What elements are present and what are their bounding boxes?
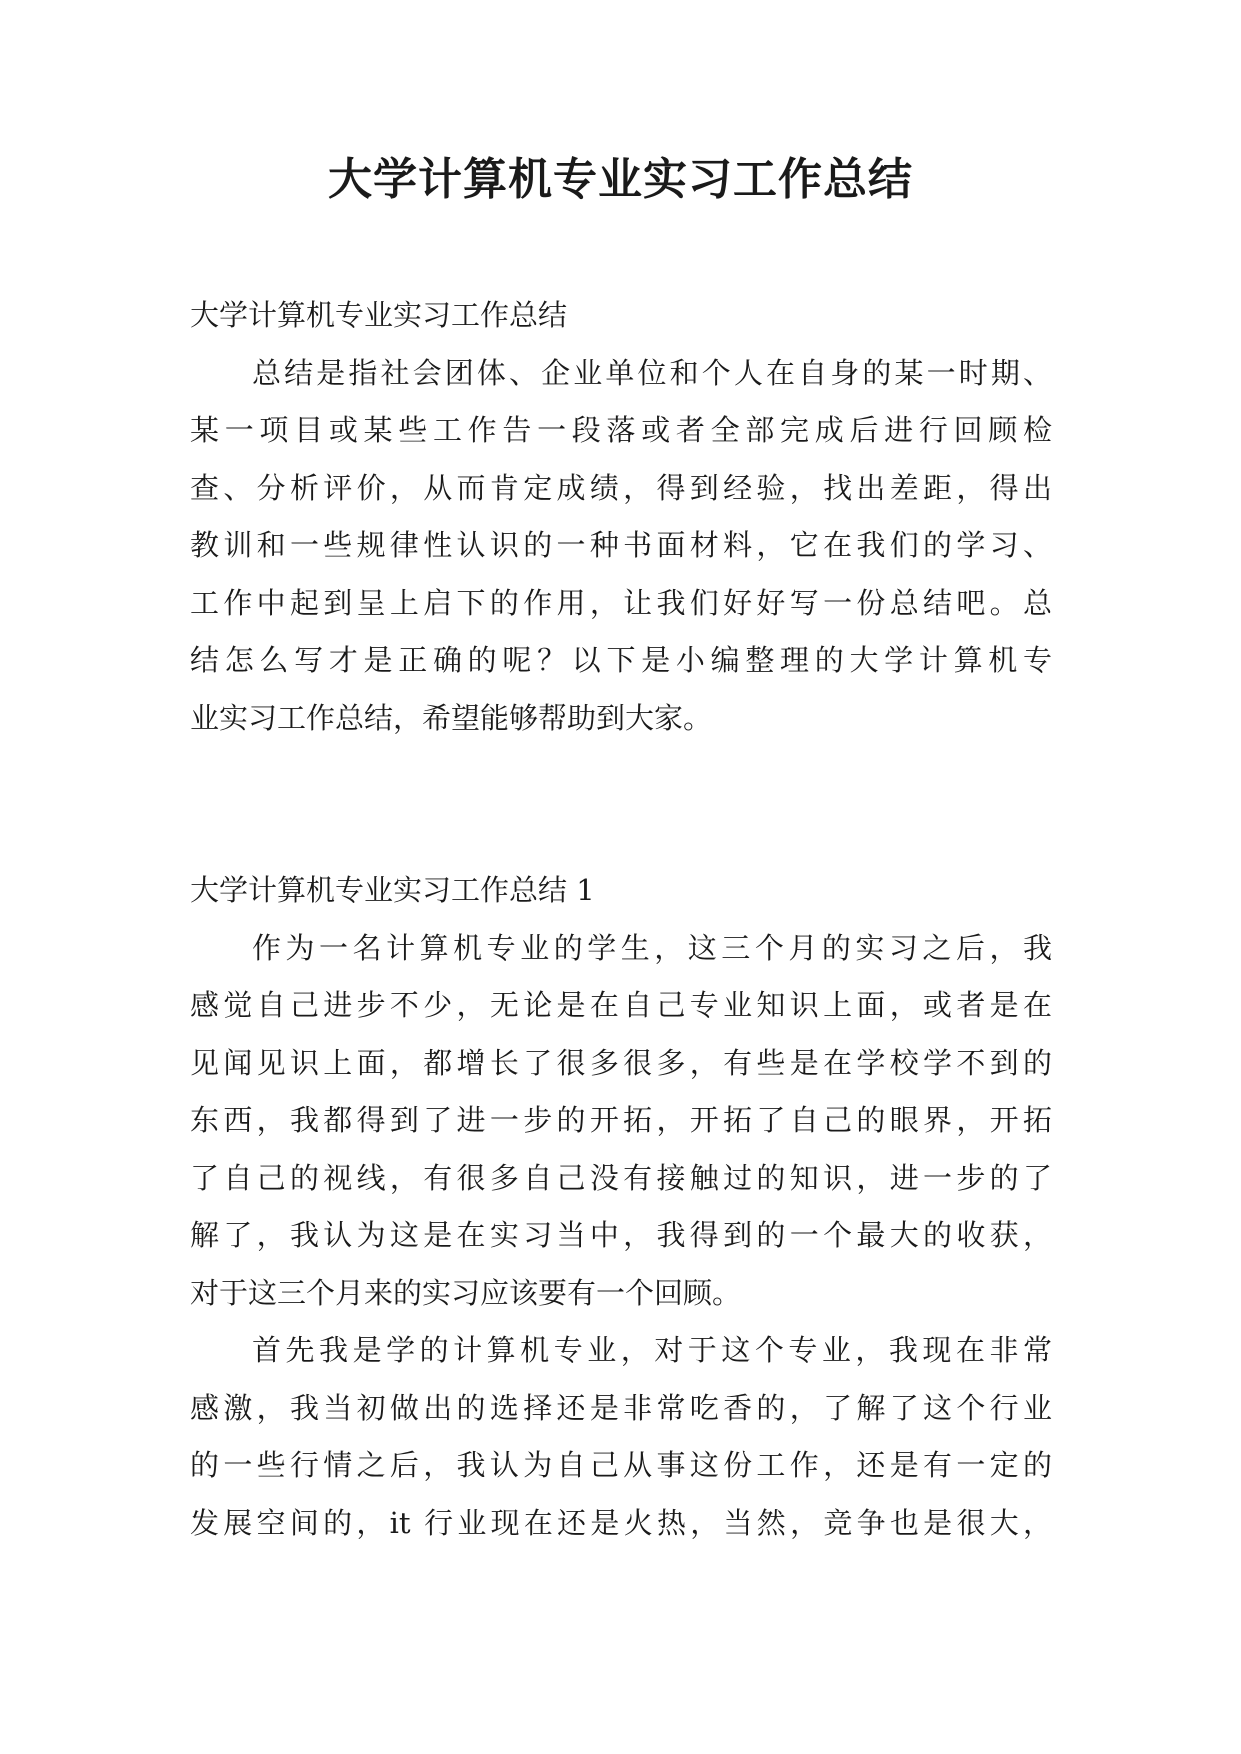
intro-line: 业实习工作总结，希望能够帮助到大家。 [190,700,713,735]
intro-line: 教训和一些规律性认识的一种书面材料，它在我们的学习、 [190,528,1052,562]
paragraph-line: 感觉自己进步不少，无论是在自己专业知识上面，或者是在 [190,988,1052,1022]
intro-line: 结怎么写才是正确的呢？以下是小编整理的大学计算机专 [190,643,1052,677]
paragraph-line: 了自己的视线，有很多自己没有接触过的知识，进一步的了 [190,1160,1052,1195]
paragraph-line: 解了，我认为这是在实习当中，我得到的一个最大的收获， [190,1218,1052,1252]
intro-line: 工作中起到呈上启下的作用，让我们好好写一份总结吧。总 [190,585,1052,620]
paragraph-line: 作为一名计算机专业的学生，这三个月的实习之后，我 [252,930,1052,965]
intro-line: 某一项目或某些工作告一段落或者全部完成后进行回顾检 [190,413,1052,447]
document-body [190,287,1052,1552]
paragraph-line: 感激，我当初做出的选择还是非常吃香的，了解了这个行业 [190,1390,1052,1425]
intro-line: 查、分析评价，从而肯定成绩，得到经验，找出差距，得出 [190,470,1052,505]
paragraph-line: 的一些行情之后，我认为自己从事这份工作，还是有一定的 [190,1448,1052,1482]
paragraph-line: 发展空间的，it 行业现在还是火热，当然，竞争也是很大， [190,1505,1052,1540]
section-gap [190,747,1052,862]
paragraph-line: 对于这三个月来的实习应该要有一个回顾。 [190,1275,742,1310]
paragraph-line: 东西，我都得到了进一步的开拓，开拓了自己的眼界，开拓 [190,1103,1052,1137]
intro-heading: 大学计算机专业实习工作总结 [190,298,568,332]
section-heading: 大学计算机专业实习工作总结 1 [190,873,595,907]
paragraph-line: 首先我是学的计算机专业，对于这个专业，我现在非常 [252,1333,1052,1367]
document-title: 大学计算机专业实习工作总结 [328,154,913,205]
paragraph-line: 见闻见识上面，都增长了很多很多，有些是在学校学不到的 [190,1045,1052,1080]
intro-line: 总结是指社会团体、企业单位和个人在自身的某一时期、 [252,355,1052,390]
